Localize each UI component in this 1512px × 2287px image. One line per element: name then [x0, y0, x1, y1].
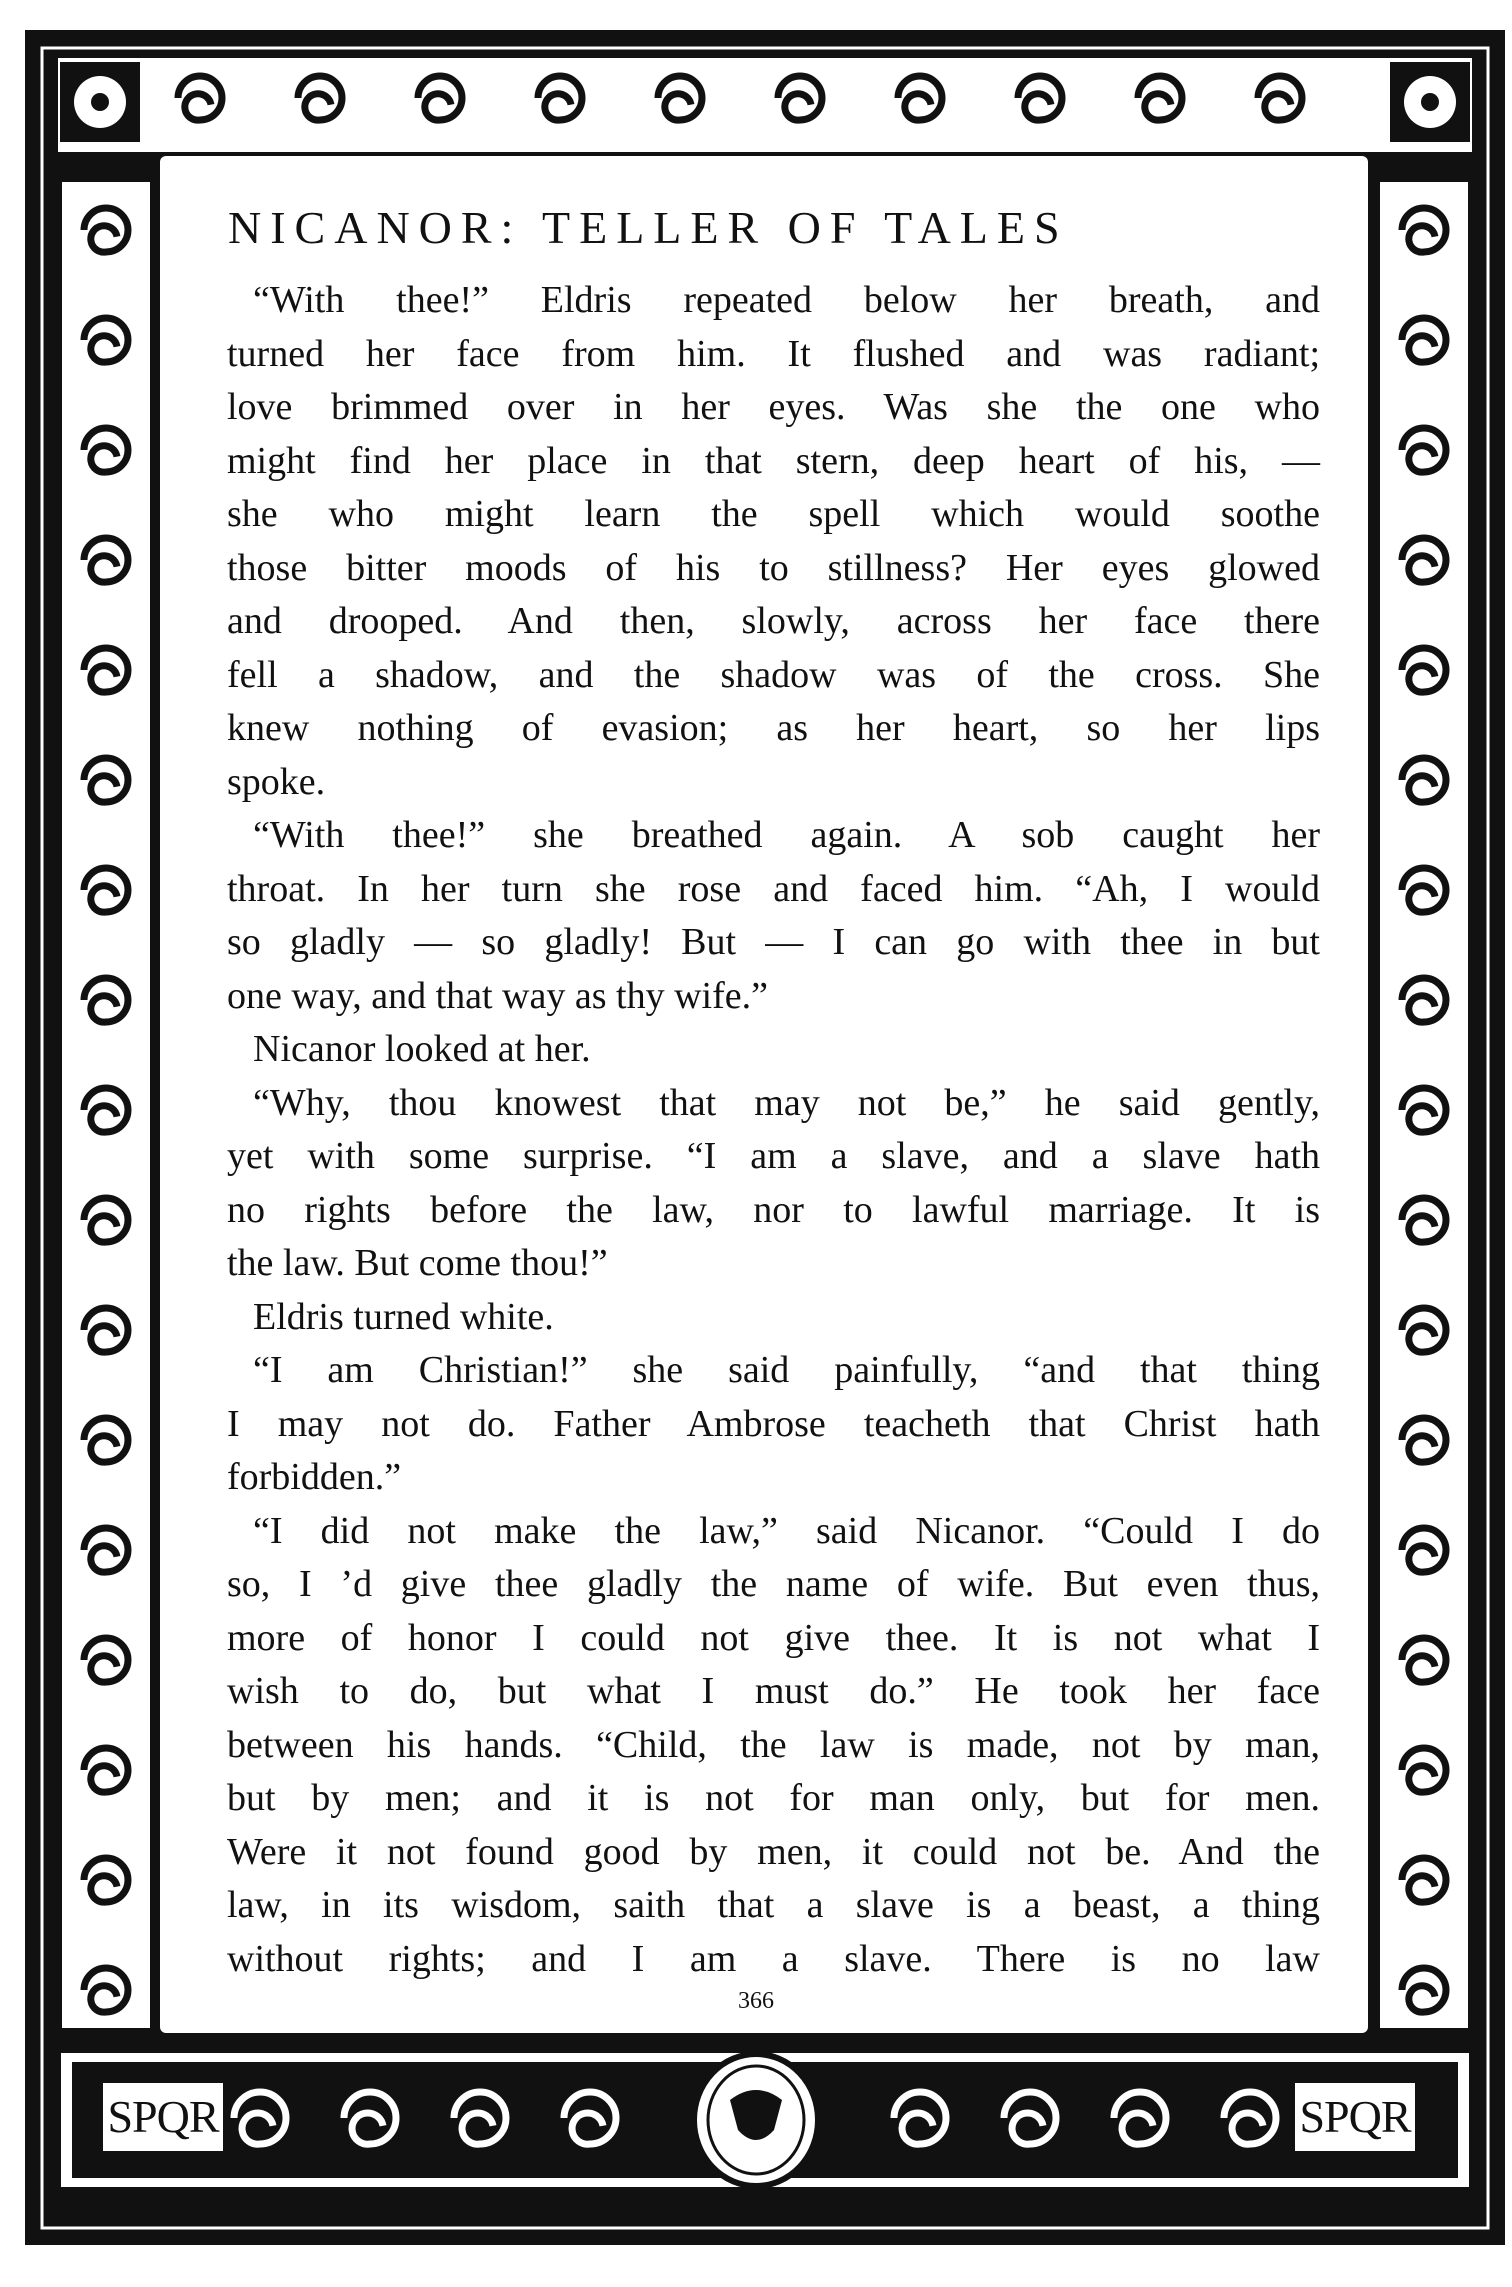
- text-line: throat. In her turn she rose and faced him. “Ah, I would: [227, 867, 1320, 910]
- text-line: forbidden.”: [227, 1456, 402, 1498]
- spqr-plaque-right: SPQR: [1292, 2080, 1418, 2154]
- text-line: Were it not found good by men, it could not be. And the: [227, 1830, 1320, 1873]
- text-line: might find her place in that stern, deep heart of his, —: [227, 439, 1320, 482]
- text-line: those bitter moods of his to stillness? Her eyes glowed: [227, 546, 1320, 589]
- text-line: fell a shadow, and the shadow was of the cross. She: [227, 653, 1320, 696]
- text-line: knew nothing of evasion; as her heart, so her lips: [227, 707, 1320, 749]
- text-line: “I am Christian!” she said painfully, “and that thing: [253, 1349, 1320, 1391]
- text-line: Eldris turned white.: [253, 1295, 554, 1338]
- text-line: “With thee!” she breathed again. A sob caught her: [253, 814, 1320, 856]
- text-line: “With thee!” Eldris repeated below her breath, and: [253, 279, 1320, 321]
- text-line: wish to do, but what I must do.” He took her face: [227, 1670, 1320, 1712]
- flower-icon: [1390, 62, 1470, 142]
- body-text: [227, 274, 1320, 1986]
- text-line: without rights; and I am a slave. There is no law: [227, 1937, 1320, 1980]
- text-line: “Why, thou knowest that may not be,” he said gently,: [253, 1081, 1320, 1124]
- text-line: so gladly — so gladly! But — I can go with thee in but: [227, 921, 1320, 963]
- text-line: more of honor I could not give thee. It is not what I: [227, 1616, 1320, 1659]
- text-line: “I did not make the law,” said Nicanor. “Could I do: [253, 1509, 1320, 1552]
- text-line: but by men; and it is not for man only, but for men.: [227, 1777, 1320, 1819]
- text-line: yet with some surprise. “I am a slave, and a slave hath: [227, 1135, 1320, 1177]
- text-line: Nicanor looked at her.: [253, 1028, 591, 1070]
- text-line: no rights before the law, nor to lawful marriage. It is: [227, 1188, 1320, 1231]
- page-title: NICANOR: TELLER OF TALES: [228, 202, 1069, 253]
- text-line: turned her face from him. It flushed and was radiant;: [227, 332, 1320, 375]
- text-line: love brimmed over in her eyes. Was she the one who: [227, 386, 1320, 428]
- eagle-medallion-icon: [694, 2054, 818, 2186]
- text-line: between his hands. “Child, the law is made, not by man,: [227, 1723, 1320, 1766]
- spqr-plaque-left: SPQR: [100, 2080, 226, 2154]
- text-line: and drooped. And then, slowly, across her face there: [227, 600, 1320, 642]
- page-number: 366: [738, 1988, 774, 2014]
- text-line: the law. But come thou!”: [227, 1242, 608, 1284]
- text-line: I may not do. Father Ambrose teacheth that Christ hath: [227, 1402, 1320, 1445]
- flower-icon: [60, 62, 140, 142]
- text-line: so, I ’d give thee gladly the name of wife. But even thus,: [227, 1563, 1320, 1605]
- text-line: spoke.: [227, 760, 326, 803]
- text-line: one way, and that way as thy wife.”: [227, 974, 768, 1017]
- text-line: she who might learn the spell which would soothe: [227, 493, 1320, 535]
- text-line: law, in its wisdom, saith that a slave is a beast, a thing: [227, 1884, 1320, 1926]
